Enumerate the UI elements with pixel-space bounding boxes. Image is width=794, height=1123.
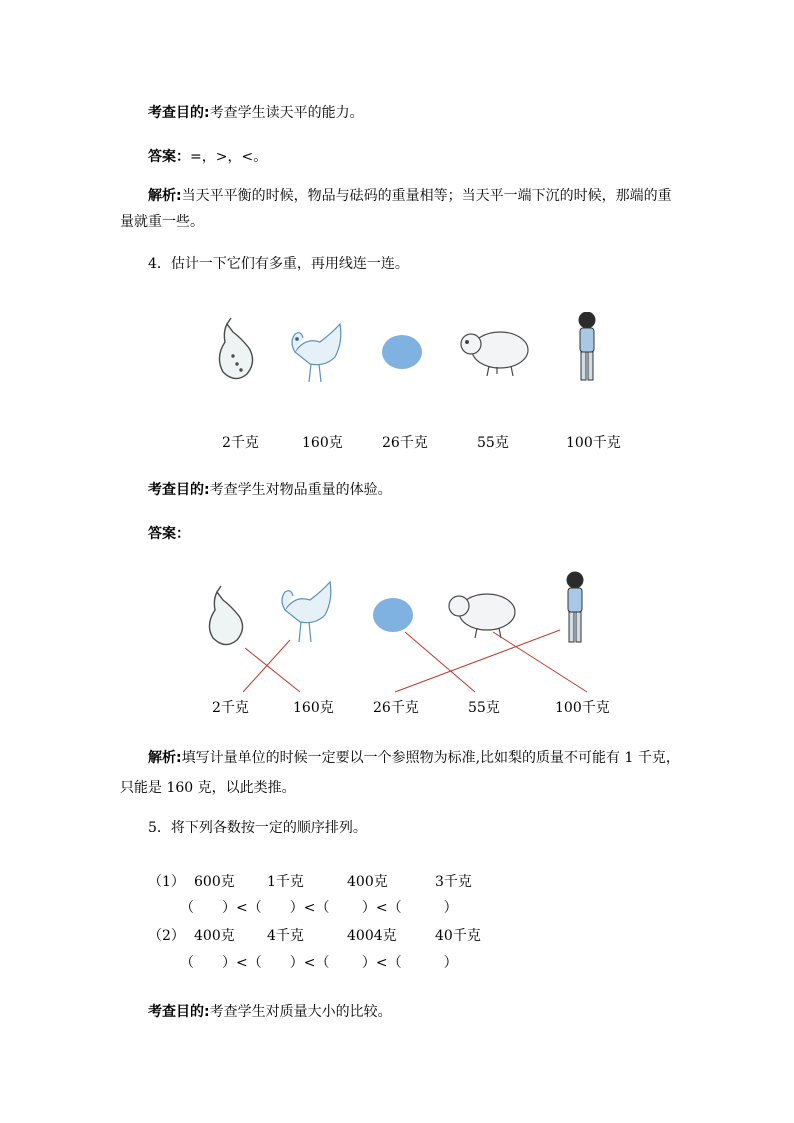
row-1-value-4: 3千克 (435, 874, 472, 890)
objective-line-1 (148, 103, 364, 123)
row-1-value-3: 400克 (347, 874, 388, 890)
objective-line-2 (148, 480, 392, 500)
objective-text: 考查学生对物品重量的体验。 (209, 482, 392, 498)
analysis-label: 解析: (148, 188, 182, 204)
row-2-value-2: 4千克 (267, 928, 304, 944)
objective-text: 考查学生对质量大小的比较。 (209, 1004, 392, 1020)
row-1-value-2: 1千克 (267, 874, 304, 890)
answer-figure (205, 570, 625, 700)
row-2-label: （2） (148, 928, 185, 944)
weight-label-4: 55克 (477, 435, 509, 451)
weight-label-5: 100千克 (566, 435, 621, 451)
analysis-text-cont: 量就重一些。 (120, 214, 204, 230)
pear-image (219, 318, 252, 379)
answer-weight-label-5: 100千克 (555, 700, 610, 716)
answer-weight-label-3: 26千克 (373, 700, 419, 716)
objective-line-3 (148, 1002, 392, 1022)
boy-image (567, 572, 583, 642)
weight-label-1: 2千克 (222, 435, 259, 451)
row-2-value-4: 40千克 (435, 928, 481, 944)
pig-image (461, 332, 528, 376)
answer-line-2 (148, 524, 190, 544)
analysis-text-cont: 只能是 160 克，以此类推。 (120, 780, 296, 796)
analysis-text: 填写计量单位的时候一定要以一个参照物为标准,比如梨的质量不可能有 1 千克， (181, 750, 680, 766)
egg-image (382, 335, 422, 369)
weight-label-2: 160克 (302, 435, 343, 451)
row-2-value-3: 4004克 (347, 928, 397, 944)
analysis-line-2 (148, 748, 680, 768)
analysis-text: 当天平平衡的时候，物品与砝码的重量相等；当天平一端下沉的时候，那端的重 (181, 188, 672, 204)
boy-image (579, 312, 595, 380)
answer-text: =，>，<。 (190, 149, 268, 165)
analysis-line-1 (148, 186, 672, 206)
answer-label: 答案： (148, 149, 190, 165)
answer-line-1 (148, 147, 267, 167)
objects-figure (215, 312, 635, 392)
question-5-title (148, 818, 367, 838)
row-2-blanks: （ ）<（ ）<（ ）<（ ） (180, 955, 458, 971)
objective-label: 考查目的: (148, 105, 210, 121)
question-4-text: 4．估计一下它们有多重，再用线连一连。 (148, 256, 409, 272)
rooster-image (292, 324, 341, 382)
match-line-rooster (243, 640, 290, 692)
objective-label: 考查目的: (148, 482, 210, 498)
row-1-blanks: （ ）<（ ）<（ ）<（ ） (180, 900, 458, 916)
pig-image (449, 594, 515, 638)
answer-weight-label-4: 55克 (468, 700, 500, 716)
match-line-boy (395, 630, 560, 692)
question-4-title (148, 254, 409, 274)
analysis-line-2b (120, 778, 296, 798)
match-line-pear (245, 648, 300, 692)
objective-text: 考查学生读天平的能力。 (209, 105, 364, 121)
analysis-line-1b (120, 212, 204, 232)
match-line-egg (405, 632, 475, 692)
answer-label: 答案： (148, 526, 190, 542)
egg-image (373, 598, 413, 632)
row-1-value-1: 600克 (194, 874, 235, 890)
row-2-value-1: 400克 (194, 928, 235, 944)
question-5-text: 5．将下列各数按一定的顺序排列。 (148, 820, 367, 836)
weight-label-3: 26千克 (382, 435, 428, 451)
pear-image (209, 586, 242, 645)
answer-weight-label-2: 160克 (293, 700, 334, 716)
objective-label: 考查目的: (148, 1004, 210, 1020)
row-1-label: （1） (148, 874, 185, 890)
answer-weight-label-1: 2千克 (212, 700, 249, 716)
analysis-label: 解析: (148, 750, 182, 766)
rooster-image (282, 582, 331, 642)
